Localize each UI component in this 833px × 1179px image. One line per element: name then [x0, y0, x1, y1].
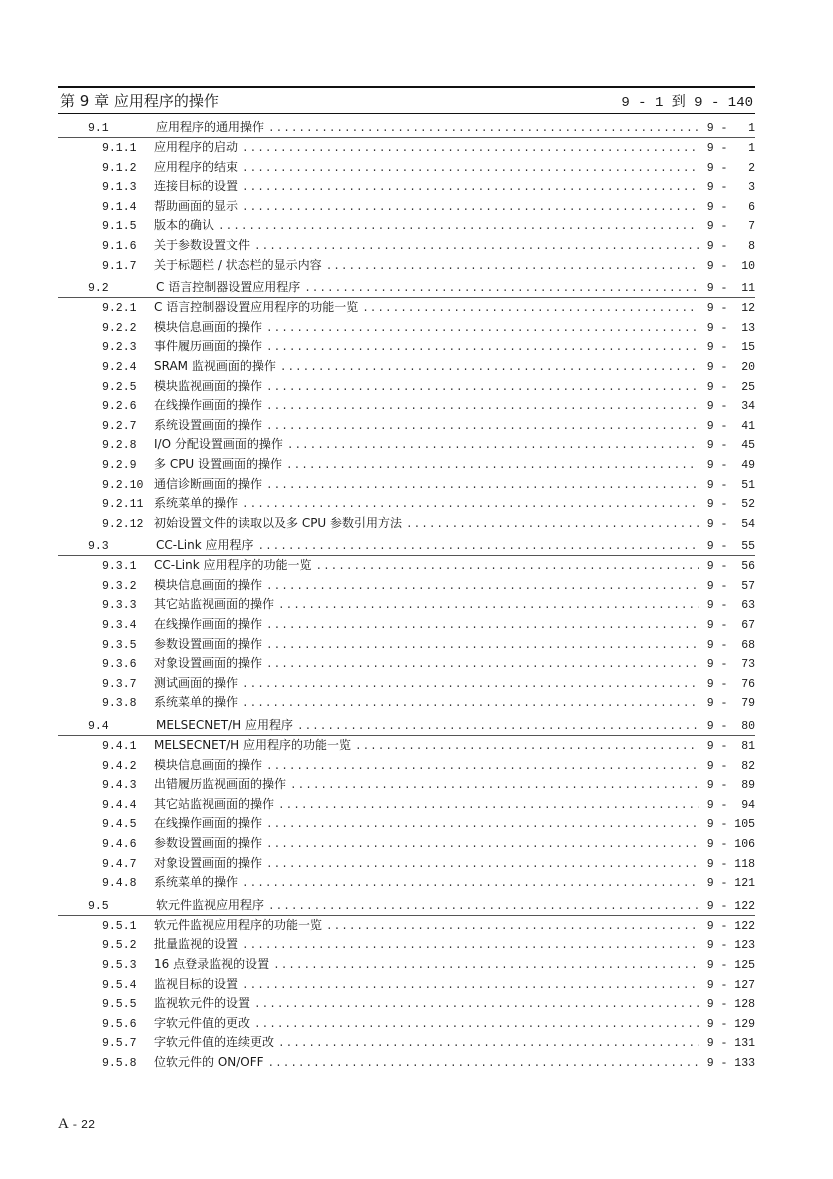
toc-entry-number: 9.2.3	[102, 341, 137, 355]
toc-entry-title: 初始设置文件的读取以及多 CPU 参数引用方法	[154, 515, 403, 530]
dot-leader	[278, 797, 699, 817]
toc-section-page: 9 - 80	[706, 720, 755, 734]
toc-entry-page: 9 - 67	[706, 619, 755, 633]
toc-entry-row[interactable]	[58, 854, 755, 874]
toc-entry-page: 9 - 7	[706, 220, 755, 234]
dot-leader	[290, 777, 699, 797]
toc-entry-page: 9 - 118	[706, 857, 755, 871]
dot-leader	[266, 379, 699, 399]
dot-leader	[242, 977, 699, 997]
toc-entry-title: 事件履历画面的操作	[154, 339, 263, 354]
table-of-contents	[58, 118, 755, 1073]
toc-section-row[interactable]	[58, 896, 755, 916]
toc-section-title: MELSECNET/H 应用程序	[156, 718, 293, 733]
toc-entry-number: 9.2.10	[102, 478, 144, 492]
toc-entry-number: 9.2.12	[102, 517, 144, 531]
toc-entry-number: 9.2.4	[102, 360, 137, 374]
toc-entry-row[interactable]	[58, 814, 755, 834]
toc-entry-number: 9.2.11	[102, 498, 144, 512]
dot-leader	[242, 179, 699, 199]
dot-leader	[266, 856, 699, 876]
toc-entry-row[interactable]	[58, 236, 755, 256]
toc-section-number: 9.5	[88, 899, 109, 913]
toc-entry-title: 系统菜单的操作	[154, 695, 239, 710]
dot-leader	[242, 140, 699, 160]
toc-entry-title: 模块信息画面的操作	[154, 577, 263, 592]
dot-leader	[266, 637, 699, 657]
toc-section-title: 软元件监视应用程序	[156, 897, 265, 912]
toc-entry-row[interactable]	[58, 916, 755, 936]
toc-entry-row[interactable]	[58, 396, 755, 416]
toc-entry-page: 9 - 1	[706, 142, 755, 155]
toc-entry-row[interactable]	[58, 935, 755, 955]
toc-entry-row[interactable]	[58, 357, 755, 377]
toc-entry-title: 出错履历监视画面的操作	[154, 777, 287, 792]
toc-entry-row[interactable]	[58, 756, 755, 776]
toc-entry-title: 其它站监视画面的操作	[154, 597, 275, 612]
toc-entry-page: 9 - 45	[706, 439, 755, 453]
toc-entry-title: 应用程序的启动	[154, 140, 239, 154]
toc-entry-page: 9 - 63	[706, 599, 755, 613]
toc-entry-row[interactable]	[58, 416, 755, 436]
toc-entry-row[interactable]	[58, 975, 755, 995]
toc-entry-title: 在线操作画面的操作	[154, 617, 263, 632]
toc-entry-number: 9.3.2	[102, 579, 137, 593]
toc-entry-title: MELSECNET/H 应用程序的功能一览	[154, 738, 351, 753]
toc-entry-title: 关于标题栏 / 状态栏的显示内容	[154, 257, 322, 272]
toc-entry-title: 字软元件值的更改	[154, 1015, 251, 1030]
dot-leader	[287, 437, 699, 457]
toc-entry-number: 9.1.1	[102, 142, 137, 155]
toc-entry-number: 9.4.5	[102, 818, 137, 832]
dot-leader	[326, 918, 699, 938]
toc-entry-page: 9 - 105	[706, 818, 755, 832]
toc-entry-row[interactable]	[58, 775, 755, 795]
toc-entry-number: 9.2.5	[102, 380, 137, 394]
toc-entry-row[interactable]	[58, 873, 755, 893]
page-footer	[58, 1116, 95, 1133]
dot-leader	[242, 676, 699, 696]
toc-entry-title: 其它站监视画面的操作	[154, 796, 275, 811]
toc-entry-title: 16 点登录监视的设置	[154, 956, 270, 971]
toc-entry-title: 应用程序的结束	[154, 159, 239, 174]
dot-leader	[278, 1035, 699, 1055]
dot-leader	[266, 320, 699, 340]
toc-entry-title: 模块信息画面的操作	[154, 319, 263, 334]
chapter-header	[58, 86, 755, 114]
toc-entry-number: 9.3.4	[102, 619, 137, 633]
dot-leader	[273, 957, 699, 977]
toc-entry-number: 9.4.2	[102, 759, 137, 773]
toc-entry-row[interactable]	[58, 576, 755, 596]
toc-section-row[interactable]	[58, 118, 755, 138]
dot-leader	[280, 359, 699, 379]
dot-leader	[266, 398, 699, 418]
toc-entry-page: 9 - 121	[706, 877, 755, 891]
toc-entry-number: 9.4.7	[102, 857, 137, 871]
dot-leader	[266, 758, 699, 778]
toc-entry-row[interactable]	[58, 337, 755, 357]
toc-entry-title: 版本的确认	[154, 218, 215, 233]
toc-entry-number: 9.2.7	[102, 419, 137, 433]
toc-entry-title: 通信诊断画面的操作	[154, 476, 263, 491]
toc-entry-number: 9.1.5	[102, 220, 137, 234]
toc-entry-number: 9.1.3	[102, 181, 137, 195]
dot-leader	[362, 300, 699, 320]
dot-leader	[297, 718, 699, 737]
toc-entry-title: 帮助画面的显示	[154, 198, 239, 213]
toc-entry-row[interactable]	[58, 635, 755, 655]
toc-entry-page: 9 - 128	[706, 998, 755, 1012]
toc-section-page: 9 - 11	[706, 282, 755, 296]
toc-entry-title: 关于参数设置文件	[154, 237, 251, 252]
toc-entry-number: 9.3.7	[102, 677, 137, 691]
toc-entry-page: 9 - 68	[706, 638, 755, 652]
toc-entry-row[interactable]	[58, 494, 755, 514]
toc-entry-row[interactable]	[58, 318, 755, 338]
dot-leader	[266, 816, 699, 836]
toc-entry-page: 9 - 131	[706, 1037, 755, 1051]
toc-entry-page: 9 - 81	[706, 740, 755, 754]
toc-entry-page: 9 - 3	[706, 181, 755, 195]
toc-entry-number: 9.1.2	[102, 161, 137, 175]
dot-leader	[266, 339, 699, 359]
footer-prefix: A	[58, 1116, 69, 1132]
toc-entry-page: 9 - 8	[706, 239, 755, 253]
dot-leader	[254, 996, 699, 1016]
dot-leader	[355, 738, 699, 758]
toc-entry-page: 9 - 89	[706, 779, 755, 793]
dot-leader	[266, 656, 699, 676]
toc-entry-number: 9.1.7	[102, 259, 137, 273]
toc-entry-title: 多 CPU 设置画面的操作	[154, 456, 283, 471]
toc-entry-row[interactable]	[58, 514, 755, 534]
toc-entry-number: 9.3.8	[102, 697, 137, 711]
toc-section-page: 9 - 1	[706, 122, 755, 135]
dot-leader	[242, 160, 699, 180]
toc-section-title: CC-Link 应用程序	[156, 538, 254, 553]
toc-entry-row[interactable]	[58, 435, 755, 455]
toc-entry-page: 9 - 41	[706, 419, 755, 433]
dot-leader	[242, 695, 699, 715]
toc-section-row[interactable]	[58, 278, 755, 298]
toc-entry-number: 9.4.1	[102, 740, 137, 754]
toc-entry-number: 9.4.6	[102, 838, 137, 851]
toc-entry-row[interactable]	[58, 1053, 755, 1073]
dot-leader	[266, 418, 699, 438]
dot-leader	[268, 898, 699, 917]
toc-entry-row[interactable]	[58, 693, 755, 713]
toc-entry-title: CC-Link 应用程序的功能一览	[154, 558, 312, 573]
toc-entry-title: 对象设置画面的操作	[154, 855, 263, 870]
footer-page-number: 22	[80, 1118, 96, 1132]
toc-entry-row[interactable]	[58, 455, 755, 475]
toc-entry-page: 9 - 122	[706, 919, 755, 933]
toc-entry-title: 系统菜单的操作	[154, 496, 239, 511]
toc-section-page: 9 - 122	[706, 899, 755, 913]
toc-entry-title: 模块信息画面的操作	[154, 757, 263, 772]
dot-leader	[268, 1055, 699, 1075]
toc-entry-number: 9.2.2	[102, 321, 137, 335]
toc-entry-row[interactable]	[58, 177, 755, 197]
toc-entry-row[interactable]	[58, 595, 755, 615]
dot-leader	[326, 258, 699, 278]
toc-entry-title: 模块监视画面的操作	[154, 378, 263, 393]
toc-entry-row[interactable]	[58, 216, 755, 236]
toc-entry-number: 9.5.4	[102, 978, 137, 992]
toc-section-number: 9.3	[88, 540, 109, 554]
dot-leader	[315, 558, 699, 578]
toc-entry-row[interactable]	[58, 674, 755, 694]
toc-entry-page: 9 - 25	[706, 380, 755, 394]
toc-entry-page: 9 - 49	[706, 458, 755, 472]
toc-section-title: 应用程序的通用操作	[156, 120, 265, 134]
toc-entry-number: 9.3.1	[102, 560, 137, 574]
dot-leader	[266, 578, 699, 598]
toc-entry-page: 9 - 20	[706, 360, 755, 374]
toc-entry-number: 9.2.9	[102, 458, 137, 472]
dot-leader	[266, 617, 699, 637]
toc-entry-title: 在线操作画面的操作	[154, 398, 263, 413]
toc-entry-title: 字软元件值的连续更改	[154, 1035, 275, 1050]
toc-entry-page: 9 - 15	[706, 341, 755, 355]
toc-entry-page: 9 - 2	[706, 161, 755, 175]
toc-entry-row[interactable]	[58, 994, 755, 1014]
toc-entry-row[interactable]	[58, 298, 755, 318]
toc-entry-number: 9.2.6	[102, 400, 137, 414]
toc-entry-number: 9.5.7	[102, 1037, 137, 1051]
toc-entry-page: 9 - 129	[706, 1017, 755, 1031]
toc-entry-page: 9 - 73	[706, 658, 755, 672]
toc-entry-title: 批量监视的设置	[154, 937, 239, 952]
toc-entry-title: 连接目标的设置	[154, 179, 239, 194]
dot-leader	[218, 218, 699, 238]
dot-leader	[266, 836, 699, 856]
toc-entry-row[interactable]	[58, 256, 755, 276]
toc-entry-title: 参数设置画面的操作	[154, 636, 263, 651]
toc-entry-title: 测试画面的操作	[154, 675, 239, 690]
toc-entry-page: 9 - 13	[706, 321, 755, 335]
toc-entry-page: 9 - 12	[706, 302, 755, 316]
toc-entry-page: 9 - 106	[706, 838, 755, 851]
toc-entry-page: 9 - 10	[706, 259, 755, 273]
toc-entry-number: 9.4.4	[102, 798, 137, 812]
dot-leader	[266, 477, 699, 497]
toc-entry-row[interactable]	[58, 654, 755, 674]
toc-entry-title: 在线操作画面的操作	[154, 816, 263, 831]
toc-section-title: C 语言控制器设置应用程序	[156, 280, 301, 295]
toc-entry-page: 9 - 6	[706, 200, 755, 214]
toc-entry-title: C 语言控制器设置应用程序的功能一览	[154, 300, 359, 315]
toc-entry-title: 监视软元件的设置	[154, 996, 251, 1011]
toc-entry-page: 9 - 57	[706, 579, 755, 593]
toc-entry-row[interactable]	[58, 1033, 755, 1053]
toc-entry-page: 9 - 123	[706, 939, 755, 953]
dot-leader	[286, 457, 699, 477]
toc-entry-row[interactable]	[58, 475, 755, 495]
dot-leader	[406, 516, 699, 536]
toc-entry-row[interactable]	[58, 615, 755, 635]
toc-entry-row[interactable]	[58, 834, 755, 854]
toc-entry-title: 系统菜单的操作	[154, 875, 239, 890]
toc-entry-row[interactable]	[58, 556, 755, 576]
dot-leader	[242, 199, 699, 219]
toc-section-number: 9.4	[88, 720, 109, 734]
toc-entry-number: 9.1.6	[102, 239, 137, 253]
toc-entry-number: 9.5.2	[102, 939, 137, 953]
toc-entry-page: 9 - 52	[706, 498, 755, 512]
toc-entry-number: 9.2.1	[102, 302, 137, 316]
toc-section-row[interactable]	[58, 536, 755, 556]
toc-entry-title: 位软元件的 ON/OFF	[154, 1054, 264, 1069]
toc-entry-number: 9.5.8	[102, 1056, 137, 1070]
toc-entry-page: 9 - 133	[706, 1056, 755, 1070]
toc-entry-number: 9.4.3	[102, 779, 137, 793]
toc-entry-page: 9 - 125	[706, 958, 755, 972]
footer-separator: -	[72, 1117, 77, 1131]
toc-entry-page: 9 - 56	[706, 560, 755, 574]
toc-entry-row[interactable]	[58, 955, 755, 975]
toc-entry-page: 9 - 94	[706, 798, 755, 812]
toc-entry-title: 软元件监视应用程序的功能一览	[154, 917, 323, 932]
chapter-title: 第 9 章 应用程序的操作	[60, 92, 219, 110]
toc-entry-page: 9 - 34	[706, 400, 755, 414]
toc-entry-title: I/O 分配设置画面的操作	[154, 437, 283, 452]
chapter-page-range: 9 - 1 到 9 - 140	[621, 94, 753, 111]
toc-entry-title: 参数设置画面的操作	[154, 836, 263, 850]
toc-entry-row[interactable]	[58, 795, 755, 815]
toc-entry-row[interactable]	[58, 736, 755, 756]
toc-section-page: 9 - 55	[706, 540, 755, 554]
toc-entry-row[interactable]	[58, 138, 755, 158]
toc-entry-page: 9 - 76	[706, 677, 755, 691]
toc-section-number: 9.1	[88, 122, 109, 135]
toc-entry-number: 9.4.8	[102, 877, 137, 891]
dot-leader	[268, 120, 699, 139]
dot-leader	[304, 280, 699, 299]
toc-entry-number: 9.3.3	[102, 599, 137, 613]
dot-leader	[242, 875, 699, 895]
toc-entry-row[interactable]	[58, 158, 755, 178]
toc-entry-title: 监视目标的设置	[154, 976, 239, 991]
toc-section-row[interactable]	[58, 716, 755, 736]
dot-leader	[254, 1016, 699, 1036]
dot-leader	[278, 597, 699, 617]
toc-entry-row[interactable]	[58, 197, 755, 217]
toc-entry-number: 9.2.8	[102, 439, 137, 453]
toc-entry-page: 9 - 51	[706, 478, 755, 492]
toc-entry-number: 9.5.1	[102, 919, 137, 933]
toc-entry-page: 9 - 82	[706, 759, 755, 773]
toc-entry-number: 9.5.5	[102, 998, 137, 1012]
toc-entry-title: 系统设置画面的操作	[154, 417, 263, 432]
dot-leader	[242, 937, 699, 957]
toc-entry-number: 9.1.4	[102, 200, 137, 214]
toc-entry-number: 9.5.3	[102, 958, 137, 972]
toc-entry-row[interactable]	[58, 377, 755, 397]
toc-entry-page: 9 - 127	[706, 978, 755, 992]
toc-entry-title: SRAM 监视画面的操作	[154, 358, 276, 373]
toc-entry-number: 9.5.6	[102, 1017, 137, 1031]
toc-entry-number: 9.3.6	[102, 658, 137, 672]
toc-entry-page: 9 - 79	[706, 697, 755, 711]
toc-entry-row[interactable]	[58, 1014, 755, 1034]
dot-leader	[257, 538, 699, 557]
toc-section-number: 9.2	[88, 282, 109, 296]
toc-entry-page: 9 - 54	[706, 517, 755, 531]
toc-entry-number: 9.3.5	[102, 638, 137, 652]
toc-entry-title: 对象设置画面的操作	[154, 656, 263, 671]
